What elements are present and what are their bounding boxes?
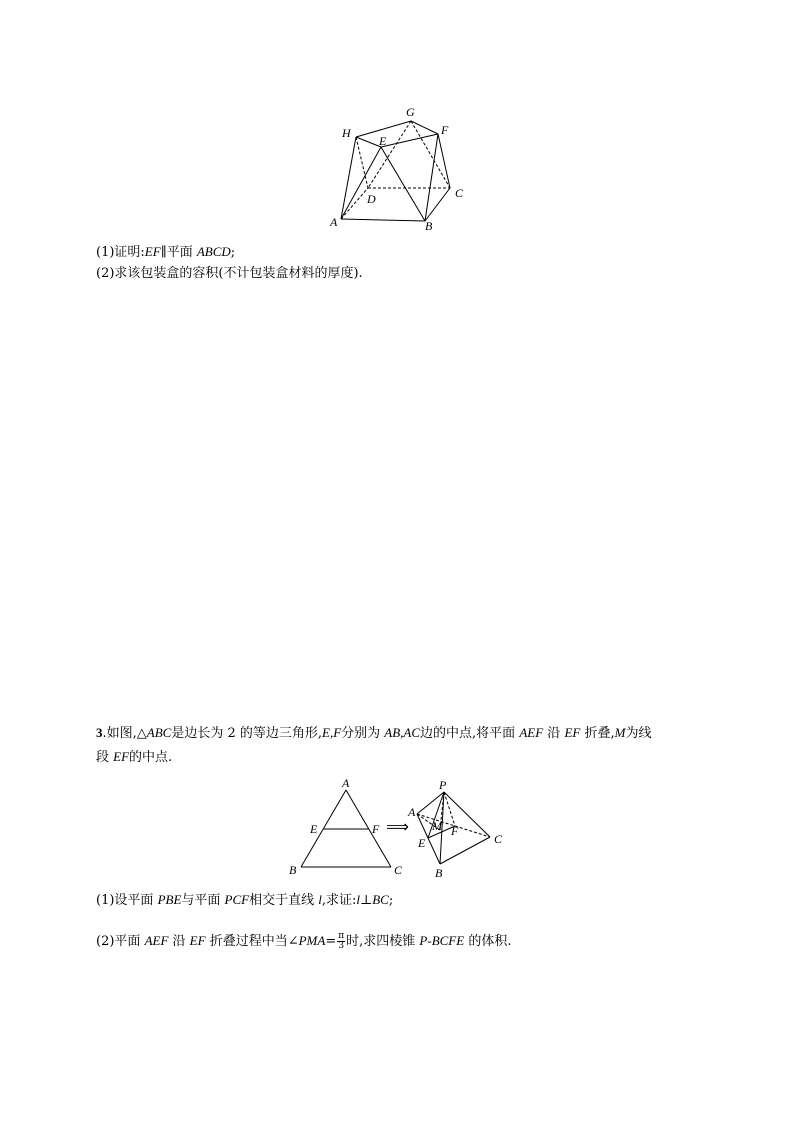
q2-part1-expr1: EF [144,244,161,259]
pyr-label-P: P [439,778,447,792]
figure-box-solid [326,100,476,235]
label-A: A [330,215,338,229]
arrow-symbol: ⟹ [386,817,409,836]
q3-intro2-s1: 段 [96,750,114,765]
q3-number: 3 [96,725,103,740]
q3-part2-s2: 沿 [172,934,190,949]
fraction-denominator: 3 [338,941,345,951]
q3-part1-s4: ,求证: [321,893,357,908]
q2-part2-text: (2)求该包装盒的容积(不计包装盒材料的厚度). [96,266,363,281]
fraction-pi-over-3 [337,932,345,951]
q3-intro-s1: .如图,△ [102,726,147,741]
pyr-label-E: E [418,836,426,850]
q3-intro-v3: AB,AC [384,725,421,740]
pyr-label-M: M [432,819,442,833]
label-G: G [406,105,415,119]
q2-part1-middle: ∥平面 [160,245,197,260]
q3-intro2-v1: EF [113,749,130,764]
label-D: D [367,192,376,206]
q3-intro-s3: 分别为 [341,726,381,741]
pyr-label-F: F [451,824,459,838]
q2-part1-prefix: (1)证明: [96,245,145,260]
tri-label-A: A [342,776,350,790]
q3-part1-s2: 与平面 [181,893,225,908]
figure-triangle-flat [280,772,403,882]
q3-part1-v4: l [356,892,360,907]
tri-label-E: E [310,822,318,836]
pyr-label-B: B [435,866,443,880]
q3-part1-s5: ⊥ [360,893,373,908]
q3-intro-v6: M [614,725,626,740]
q3-intro2-s2: 的中点. [129,750,173,765]
q3-part1-s6: ; [388,893,394,908]
q3-intro-line1 [96,724,651,743]
q3-intro-s2: 是边长为 2 的等边三角形, [171,726,322,741]
label-C: C [455,186,464,200]
q3-part2-s4: = [325,934,337,949]
q3-intro-v4: AEF [519,725,544,740]
pyr-label-C: C [494,832,503,846]
q3-part1-v5: BC [372,892,389,907]
pyr-label-A: A [408,805,416,819]
q3-intro-v1: ABC [146,725,172,740]
q3-part2-s5: 时,求四棱锥 [346,934,420,949]
q3-intro-v5: EF [564,725,581,740]
q3-intro-s7: 为线 [625,726,652,741]
q3-part1-s3: 相交于直线 [249,893,319,908]
q2-part2 [96,265,363,283]
label-E: E [379,134,387,148]
q3-intro-s6: 折叠, [584,726,615,741]
label-H: H [342,126,351,140]
q3-part2-v1: AEF [144,933,169,948]
label-F: F [441,123,449,137]
q3-part1-v3: l [318,892,322,907]
label-B: B [425,219,433,233]
q3-intro-s4: 边的中点,将平面 [420,726,516,741]
q3-part2-v3: PMA [298,933,326,948]
tri-label-B: B [289,863,297,877]
q3-part1 [96,891,393,910]
q3-part2-s6: 的体积. [468,934,512,949]
q2-part1 [96,243,235,262]
q3-part2-v4: P-BCFE [419,933,465,948]
q3-part1-s1: (1)设平面 [96,893,158,908]
q2-part1-suffix: ; [230,245,236,260]
figure-folded-pyramid [400,772,510,882]
q3-part1-v1: PBE [157,892,182,907]
q3-intro-s5: 沿 [547,726,561,741]
tri-label-F: F [372,822,380,836]
q3-part2 [96,930,511,953]
fraction-numerator: π [338,931,345,941]
q3-intro-v2: E,F [322,725,342,740]
q3-part2-v2: EF [189,933,206,948]
q3-part2-s3: 折叠过程中当∠ [209,934,299,949]
q3-intro-line2 [96,748,172,767]
q3-part1-v2: PCF [224,892,250,907]
q2-part1-expr2: ABCD [196,244,231,259]
tri-label-C: C [394,863,403,877]
q3-part2-s1: (2)平面 [96,934,145,949]
